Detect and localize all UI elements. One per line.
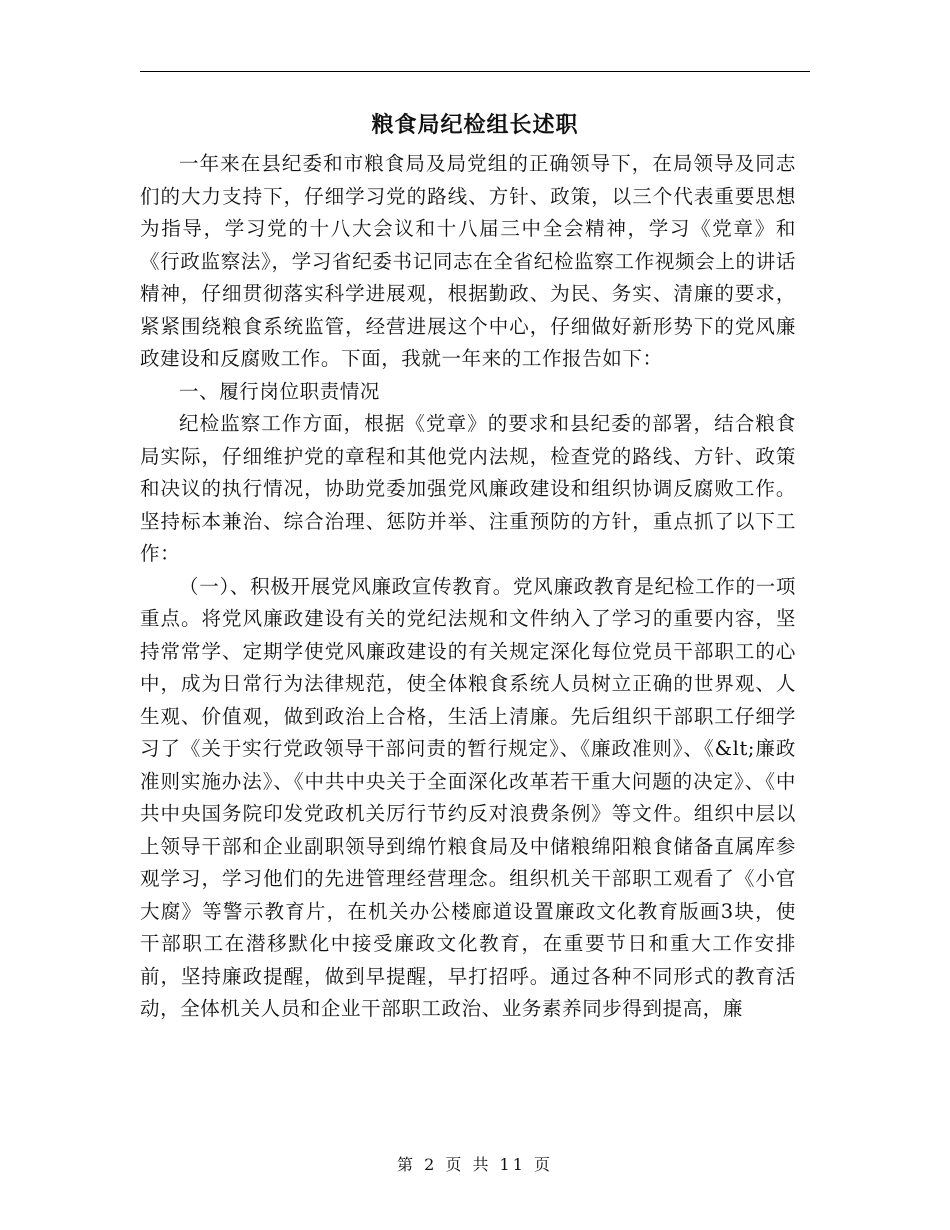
paragraph-intro: 一年来在县纪委和市粮食局及局党组的正确领导下，在局领导及同志们的大力支持下，仔细学习党的路线、方针、政策，以三个代表重要思想为指导，学习党的十八大会议和十八届三中全会精神，学习《党章》和《行政监察法》，学习省纪委书记同志在全省纪检监察工作视频会上的讲话精神，仔细贯彻落实科学进展观，根据勤政、为民、务实、清廉的要求，紧紧围绕粮食系统监管，经营进展这个中心，仔细做好新形势下的党风廉政建设和反腐败工作。下面，我就一年来的工作报告如下： [140, 152, 796, 370]
section-heading: 一、履行岗位职责情况 [179, 379, 381, 403]
paragraph-duties: 纪检监察工作方面，根据《党章》的要求和县纪委的部署，结合粮食局实际，仔细维护党的章程和其他党内法规，检查党的路线、方针、政策和决议的执行情况，协助党委加强党风廉政建设和组织协调反腐败工作。坚持标本兼治、综合治理、惩防并举、注重预防的方针，重点抓了以下工作： [140, 412, 796, 565]
header-rule [140, 71, 810, 72]
document-title: 粮食局纪检组长述职 [371, 113, 579, 138]
page-number: 第 2 页 共 11 页 [397, 1155, 553, 1174]
paragraph-education: （一）、积极开展党风廉政宣传教育。党风廉政教育是纪检工作的一项重点。将党风廉政建设有关的党纪法规和文件纳入了学习的重要内容，坚持常常学、定期学使党风廉政建设的有关规定深化每位党员干部职工的心中，成为日常行为法律规范，使全体粮食系统人员树立正确的世界观、人生观、价值观，做到政治上合格，生活上清廉。先后组织干部职工仔细学习了《关于实行党政领导干部问责的暂行规定》、《廉政准则》、《&lt;廉政准则实施办法》、《中共中央关于全面深化改革若干重大问题的决定》、《中共中央国务院印发党政机关厉行节约反对浪费条例》等文件。组织中层以上领导干部和企业副职领导到绵竹粮食局及中储粮绵阳粮食储备直属库参观学习，学习他们的先进管理经营理念。组织机关干部职工观看了《小官大腐》等警示教育片，在机关办公楼廊道设置廉政文化教育版画3块，使干部职工在潜移默化中接受廉政文化教育，在重要节日和重大工作安排前，坚持廉政提醒，做到早提醒，早打招呼。通过各种不同形式的教育活动，全体机关人员和企业干部职工政治、业务素养同步得到提高，廉 [140, 574, 796, 1020]
document-body [140, 148, 796, 1026]
